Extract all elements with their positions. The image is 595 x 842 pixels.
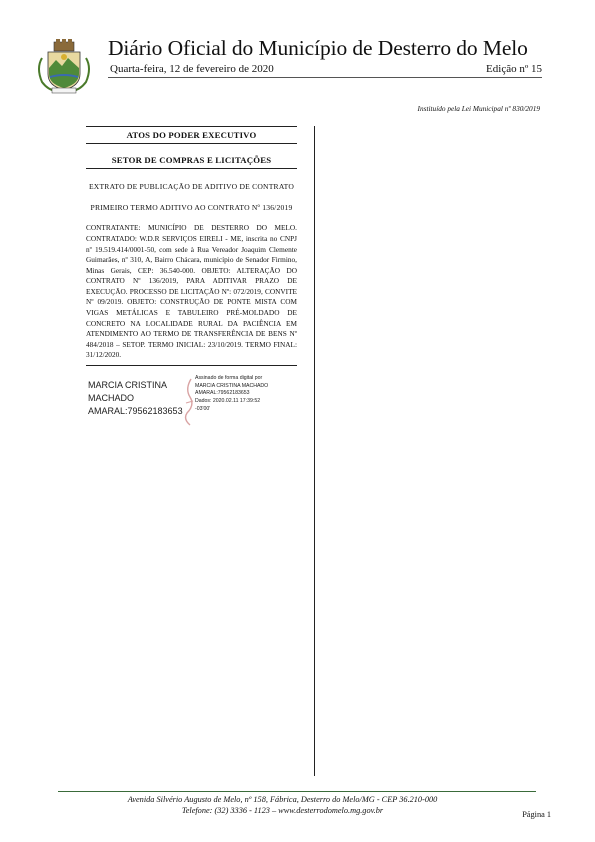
amendment-title: PRIMEIRO TERMO ADITIVO AO CONTRATO Nº 136/2019 <box>90 203 293 213</box>
signer-name <box>88 379 183 418</box>
section-heading: ATOS DO PODER EXECUTIVO <box>86 126 297 144</box>
instituted-by-law-note: Instituído pela Lei Municipal nº 830/2019 <box>417 104 540 113</box>
municipal-crest-logo <box>34 38 94 96</box>
footer-contact: Telefone: (32) 3336 - 1123 – www.desterrodomelo.mg.gov.br <box>181 806 384 815</box>
signature-detail-line: Dados: 2020.02.11 17:39:52 <box>195 398 261 405</box>
edition-number: Edição nº 15 <box>486 63 542 75</box>
column-divider <box>314 126 315 776</box>
footer-address: Avenida Silvério Augusto de Melo, nº 158, Fábrica, Desterro do Melo/MG - CEP 36.210-000 <box>127 795 438 804</box>
signature-detail-line: MARCIA CRISTINA MACHADO <box>195 382 269 389</box>
digital-signature-block <box>86 375 297 427</box>
header-divider <box>108 77 542 78</box>
signature-detail-line: Assinado de forma digital por <box>195 374 263 381</box>
signer-name-line: AMARAL:79562183653 <box>88 405 183 416</box>
subsection-heading: SETOR DE COMPRAS E LICITAÇÕES <box>86 152 297 169</box>
publication-date: Quarta-feira, 12 de fevereiro de 2020 <box>110 63 274 75</box>
extract-title: EXTRATO DE PUBLICAÇÃO DE ADITIVO DE CONTRATO <box>88 182 295 191</box>
signature-detail-line: -03'00' <box>195 406 211 413</box>
left-column <box>86 126 297 427</box>
signature-flourish-icon <box>182 375 196 427</box>
contract-body-text <box>86 223 297 366</box>
signature-details <box>195 375 307 414</box>
signature-detail-line: AMARAL:79562183653 <box>195 390 250 397</box>
page-number: Página 1 <box>522 810 551 819</box>
contract-parties-text: CONTRATANTE: MUNICÍPIO DE DESTERRO DO MELO. CONTRATADO: W.D.R SERVIÇOS EIRELI - ME, inscrita no CNPJ nº 19.519.414/0001-50, com sede à Rua Vereador Joaquim Clemente Guimarães, nº 310, A, Bairro Chácara, município de Senador Firmino, Minas Gerais, CEP: 36.540-000. <box>86 223 297 275</box>
newspaper-title: Diário Oficial do Município de Desterro do Melo <box>108 36 528 60</box>
signer-name-line: MARCIA CRISTINA <box>88 379 168 390</box>
footer-divider <box>58 791 536 792</box>
contract-object-text: OBJETO: ALTERAÇÃO DO CONTRATO Nº 136/2019, PARA ADITIVAR PRAZO DE EXECUÇÃO. PROCESSO DE LICITAÇÃO Nº: 072/2019, CONVITE Nº 09/2019. OBJETO: CONSTRUÇÃO DE PONTE MISTA COM VIGAS METÁLICAS E TABULEIRO PRÉ-MOLDADO DE CONCRETO NA LOCALIDADE RURAL DA PACIÊNCIA EM ATENDIMENTO AO TERMO DE TRANSFERÊNCIA DE BENS Nº 484/2018 – SETOP. TERMO INICIAL: 23/10/2019. TERMO FINAL: 31/12/2020. <box>86 265 297 360</box>
signer-name-line: MACHADO <box>88 392 135 403</box>
